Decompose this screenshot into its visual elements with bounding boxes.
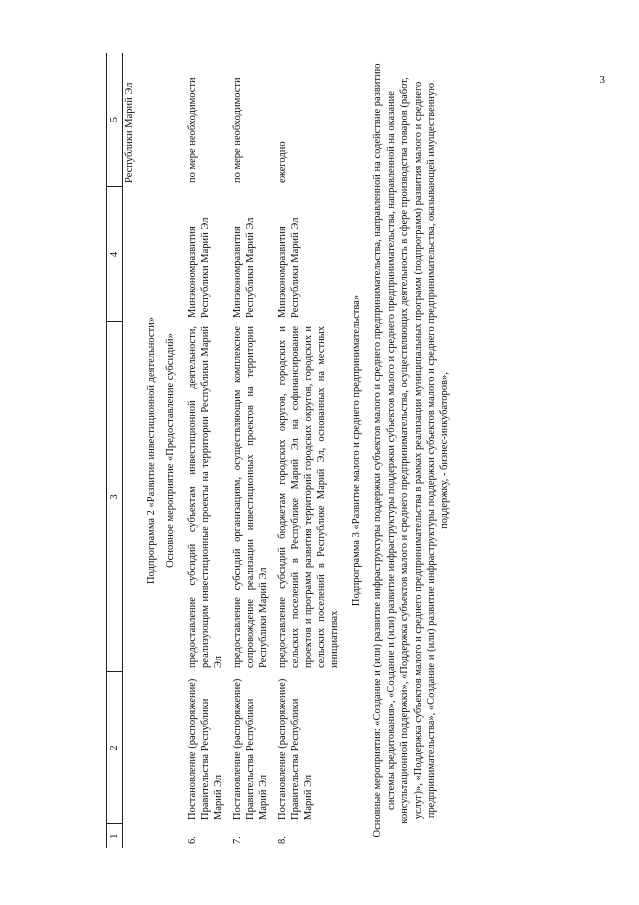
page-number: 3 [599, 74, 605, 86]
column-header: 5 [107, 53, 123, 187]
description-cell: предоставление субсидий субъектам инвестиционной деятельности, реализующим инвестиционные проекты на территории Республики Марий Эл [187, 326, 225, 668]
row-number: 6. [187, 836, 199, 844]
column-header: 4 [107, 187, 123, 322]
column-header: 3 [107, 322, 123, 672]
continued-row [123, 53, 140, 848]
document-cell: Постановление (распоряжение) Правительства Республики Марий Эл [232, 678, 270, 820]
document-cell: Постановление (распоряжение) Правительства Республики Марий Эл [187, 678, 225, 820]
section-title: Подпрограмма 3 «Развитие малого и среднего предпринимательства» [351, 294, 363, 607]
table-row [183, 53, 228, 848]
executor-cell: Минэкономразвития Республики Марий Эл [277, 217, 302, 318]
executor-cell: Минэкономразвития Республики Марий Эл [187, 217, 212, 318]
table-row [228, 53, 273, 848]
document-body [106, 53, 452, 848]
section-text: Основные мероприятия: «Создание и (или) развитие инфраструктуры поддержки субъектов малого и среднего предпринимательства, направленной на содействие развитию системы кредитования», «Создание и (или) развитие инфраструктуры поддержки субъектов малого и среднего предпринимательства, направленной на оказание консультационной поддержки», «Поддержка субъектов малого и среднего предпринимательства, осуществляющих деятельность в сфере производства товаров (работ, услуг)», «Поддержка субъектов малого и среднего предпринимательства в рамках реализации муниципальных программ (подпрограмм) развития малого и среднего предпринимательства», «Создание и (или) развитие инфраструктуры поддержки субъектов малого и среднего предпринимательства, оказывающей имущественную поддержку, - бизнес-инкубаторов», [372, 63, 451, 838]
period-cell: по мере необходимости [232, 77, 244, 183]
row-number: 7. [232, 836, 244, 844]
section-title: Подпрограмма 2 «Развитие инвестиционной деятельности» [146, 316, 158, 585]
column-header: 2 [107, 672, 123, 824]
measures-table [106, 53, 452, 848]
document-cell: Постановление (распоряжение) Правительства Республики Марий Эл [277, 678, 315, 820]
table-header-row [107, 53, 123, 848]
continued-cell: Республики Марий Эл [124, 82, 136, 183]
column-header: 1 [107, 824, 123, 848]
section-subtitle: Основное мероприятие «Предоставление субсидий» [165, 333, 177, 568]
description-cell: предоставление субсидий организациям, осуществляющим комплексное сопровождение реализации инвестиционных проектов на территории Республики Марий Эл [232, 326, 270, 668]
period-cell: ежегодно [277, 141, 289, 183]
executor-cell: Минэкономразвития Республики Марий Эл [232, 217, 257, 318]
table-row [273, 53, 344, 848]
description-cell: предоставление субсидий бюджетам городских округов, городских и сельских поселений в Республике Марий Эл на софинансирование проектов и программ развития территорий городских округов, городских и сельских поселений в Республике Марий Эл, основанных на местных инициативах [277, 326, 341, 668]
period-cell: по мере необходимости [187, 77, 199, 183]
row-number: 8. [277, 836, 289, 844]
